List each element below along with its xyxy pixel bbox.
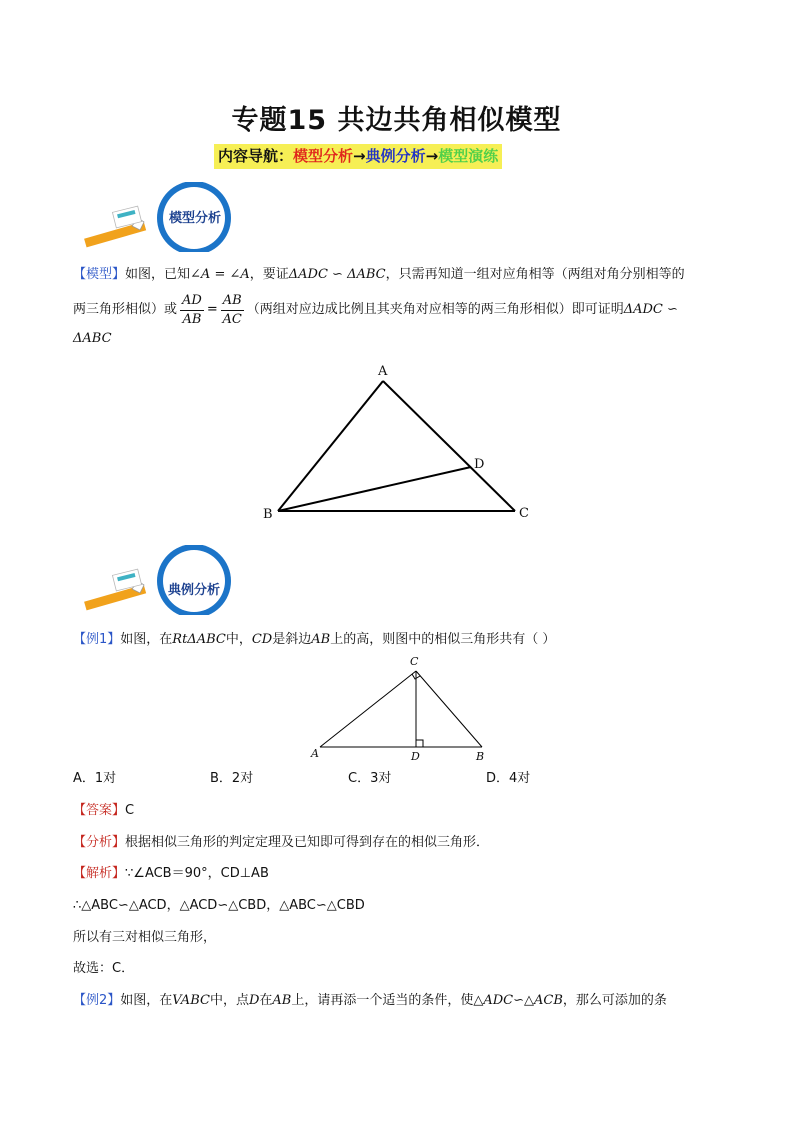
solution-tag: 【解析】 [73, 866, 126, 881]
side-ac [383, 381, 515, 511]
text: ，要证 [249, 267, 289, 282]
page-title: 专题15 共边共角相似模型 [231, 105, 562, 136]
numerator: AB [221, 292, 244, 311]
model-line-3 [73, 328, 112, 350]
content-navigation [214, 144, 502, 169]
text: 上的高，则图中的相似三角形共有（ ） [330, 632, 556, 647]
analysis-line [73, 832, 489, 854]
denominator: AB [182, 311, 202, 327]
math: CD [251, 632, 273, 647]
badge-label: 典例分析 [167, 583, 220, 598]
vertex-label-a: A [311, 747, 319, 760]
model-tag: 【模型】 [73, 267, 126, 282]
analysis-tag: 【分析】 [73, 835, 126, 850]
example-2-tag: 【例2】 [73, 993, 121, 1008]
option-c[interactable]: C．3对 [348, 771, 392, 786]
vertex-label-c: C [519, 506, 529, 521]
fraction-ad-ab [180, 292, 204, 329]
nav-item-model-practice: 模型演练 [438, 147, 499, 165]
badge-label: 模型分析 [168, 211, 221, 226]
solution-line-4: 故选：C． [73, 961, 135, 976]
fraction-ab-ac [221, 292, 244, 329]
right-angle-mark [416, 740, 423, 747]
section-badge-example-analysis [80, 545, 250, 615]
text: 中， [225, 632, 252, 647]
model-line-1 [73, 264, 685, 286]
text: ，那么可添加的条 [562, 993, 667, 1008]
vertex-label-d: D [411, 750, 420, 763]
side-ac [320, 671, 416, 747]
option-d[interactable]: D．4对 [486, 771, 531, 786]
text: （两组对应边成比例且其夹角对应相等的两三角形相似）即可证明 [246, 302, 624, 317]
solution-line-1 [73, 863, 269, 885]
math: VABC [172, 993, 210, 1008]
numerator: AD [180, 292, 204, 311]
nav-item-example-analysis: 典例分析 [365, 147, 426, 165]
side-cb [416, 671, 482, 747]
math: ΔADC ∽ ΔABC [288, 267, 386, 282]
math: ΔADC ∽ [623, 302, 678, 317]
text: 如图，在 [120, 993, 173, 1008]
example-2-question [73, 990, 667, 1012]
option-b[interactable]: B．2对 [210, 771, 254, 786]
solution-line-3: 所以有三对相似三角形， [73, 930, 217, 945]
answer-line [73, 800, 134, 822]
solution-line-2: ∴△ABC∽△ACD，△ACD∽△CBD，△ABC∽△CBD [73, 898, 365, 913]
vertex-label-d: D [474, 457, 485, 472]
figure-right-triangle [300, 655, 500, 765]
math: △ADC∽△ACB [473, 993, 563, 1008]
nav-item-model-analysis: 模型分析 [293, 147, 354, 165]
equals-sign: = [206, 302, 218, 317]
answer-value: C [125, 803, 135, 818]
analysis-text: 根据相似三角形的判定定理及已知即可得到存在的相似三角形． [125, 835, 490, 850]
math: AB [272, 993, 292, 1008]
math: D [248, 993, 260, 1008]
vertex-label-c: C [410, 655, 419, 668]
text: ，只需再知道一组对应角相等（两组对角分别相等的 [385, 267, 685, 282]
text: 两三角形相似）或 [73, 302, 178, 317]
solution-text: ∵∠ACB＝90°，CD⊥AB [125, 866, 269, 881]
math: AB [311, 632, 331, 647]
math: ΔABC [73, 331, 112, 346]
math: ∠A = ∠A [190, 267, 250, 282]
option-a[interactable]: A．1对 [73, 771, 117, 786]
model-line-2 [73, 290, 678, 330]
text: 中，点 [209, 993, 249, 1008]
figure-triangle-abc [255, 360, 545, 530]
example-1-tag: 【例1】 [73, 632, 121, 647]
example-1-question [73, 629, 555, 651]
vertex-label-b: B [263, 507, 273, 522]
nav-arrow-2: → [425, 147, 439, 165]
section-badge-model-analysis [80, 182, 250, 252]
denominator: AC [222, 311, 242, 327]
text: 如图，已知 [125, 267, 191, 282]
text: 如图，在 [120, 632, 173, 647]
vertex-label-b: B [476, 750, 485, 763]
text: 上，请再添一个适当的条件，使 [291, 993, 474, 1008]
math: RtΔABC [172, 632, 226, 647]
nav-prefix: 内容导航： [218, 147, 294, 165]
nav-arrow-1: → [353, 147, 366, 165]
vertex-label-a: A [378, 364, 388, 379]
text: 在 [259, 993, 273, 1008]
answer-tag: 【答案】 [73, 803, 126, 818]
text: 是斜边 [272, 632, 312, 647]
